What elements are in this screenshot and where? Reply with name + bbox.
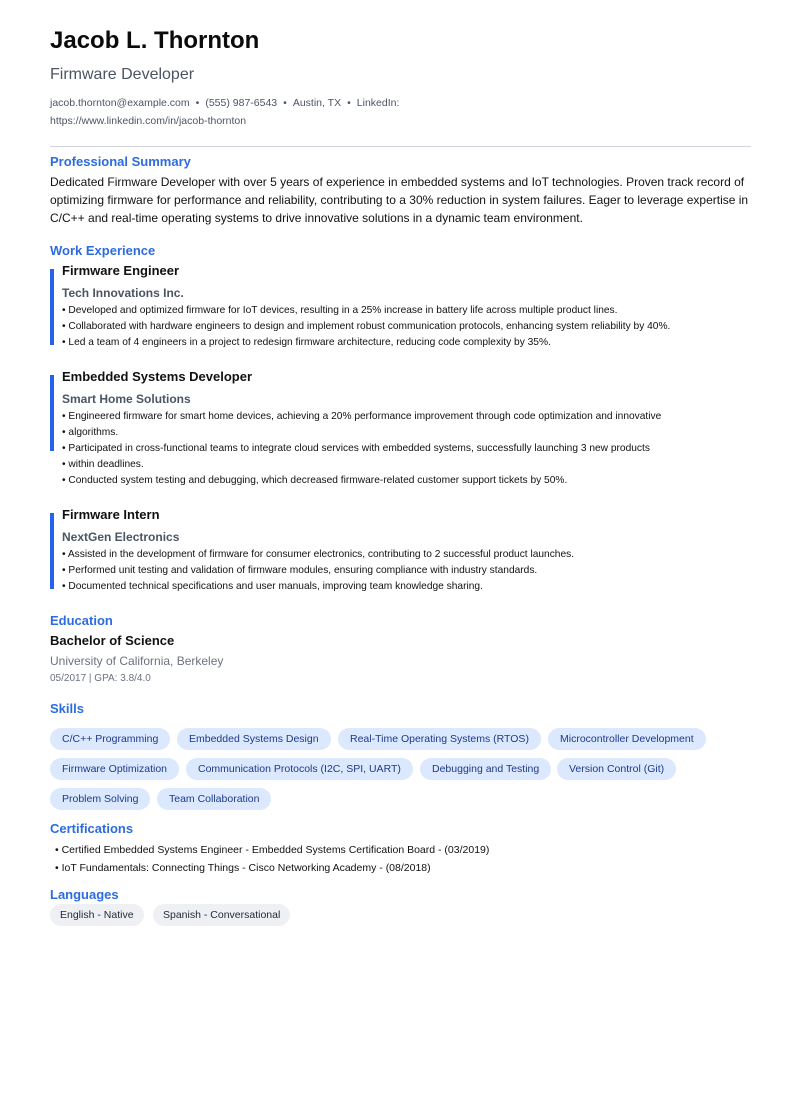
contact-info [50, 94, 470, 130]
education-degree: Bachelor of Science [50, 633, 175, 648]
certification-item: • Certified Embedded Systems Engineer - Embedded Systems Certification Board - (03/2019) [55, 844, 490, 856]
job-company: Smart Home Solutions [62, 392, 191, 406]
contact-separator: • [195, 97, 200, 109]
education-meta: 05/2017 | GPA: 3.8/4.0 [50, 673, 151, 684]
job-bullet: • Documented technical specifications and user manuals, improving team knowledge sharing. [62, 581, 483, 592]
job-accent-bar [50, 375, 54, 451]
job-bullet: • Performed unit testing and validation of firmware modules, ensuring compliance with industry standards. [62, 565, 538, 576]
candidate-title: Firmware Developer [50, 66, 195, 83]
skill-pill: Communication Protocols (I2C, SPI, UART) [186, 758, 413, 780]
certification-item: • IoT Fundamentals: Connecting Things - Cisco Networking Academy - (08/2018) [55, 862, 431, 874]
contact-linkedin-url[interactable]: https://www.linkedin.com/in/jacob-thornton [50, 115, 247, 127]
job-role: Firmware Engineer [62, 263, 180, 278]
job-company: NextGen Electronics [62, 530, 180, 544]
job-bullet: • within deadlines. [62, 459, 144, 470]
skills-heading: Skills [50, 701, 84, 716]
job-company: Tech Innovations Inc. [62, 286, 184, 300]
job-bullet: • Led a team of 4 engineers in a project to redesign firmware architecture, reducing code complexity by 35%. [62, 337, 551, 348]
job-bullet: • Assisted in the development of firmware for consumer electronics, contributing to 2 successful product launches. [62, 549, 575, 560]
skill-pill: Firmware Optimization [50, 758, 179, 780]
summary-heading: Professional Summary [50, 154, 191, 169]
certifications-list [55, 841, 489, 877]
header-divider [50, 146, 751, 147]
contact-email[interactable]: jacob.thornton@example.com [50, 97, 190, 109]
job-role: Embedded Systems Developer [62, 369, 253, 384]
contact-linkedin-label: LinkedIn: [356, 97, 400, 109]
education-heading: Education [50, 613, 113, 628]
contact-separator: • [283, 97, 287, 109]
skill-pill: Real-Time Operating Systems (RTOS) [338, 728, 541, 750]
job-bullet: • Engineered firmware for smart home devices, achieving a 20% performance improvement through code optimization and innovative [62, 411, 662, 422]
skill-pill: Team Collaboration [157, 788, 271, 810]
contact-separator: • [347, 97, 351, 109]
contact-location: Austin, TX [292, 97, 342, 109]
job-bullets [62, 303, 742, 351]
job-accent-bar [50, 269, 54, 345]
skill-pill: Debugging and Testing [420, 758, 551, 780]
languages-heading: Languages [50, 887, 119, 902]
certifications-heading: Certifications [50, 821, 134, 836]
skill-pill: Problem Solving [50, 788, 150, 810]
job-role: Firmware Intern [62, 507, 160, 522]
candidate-name: Jacob L. Thornton [50, 27, 260, 54]
summary-text: Dedicated Firmware Developer with over 5 years of experience in embedded systems and IoT technologies. Proven track record of optimizing firmware for performance and reliability, contributing to a 30% reduction in system failures. Eager to leverage expertise in C/C++ and real-time operating systems to drive innovative solutions in a dynamic team environment. [50, 175, 749, 225]
skill-pill: Microcontroller Development [548, 728, 706, 750]
job-bullet: • Participated in cross-functional teams to integrate cloud services with embedded systems, successfully launching 3 new products [62, 443, 650, 454]
contact-phone: (555) 987-6543 [205, 97, 278, 109]
language-pill: Spanish - Conversational [153, 904, 290, 926]
job-accent-bar [50, 513, 54, 589]
job-bullet: • Collaborated with hardware engineers to design and implement robust communication protocols, enhancing system reliability by 40%. [62, 321, 671, 332]
job-bullet: • algorithms. [62, 427, 119, 438]
job-bullets [62, 547, 742, 595]
job-bullet: • Conducted system testing and debugging, which decreased firmware-related customer support tickets by 50%. [62, 475, 568, 486]
job-bullet: • Developed and optimized firmware for IoT devices, resulting in a 25% increase in battery life across multiple product lines. [62, 305, 618, 316]
education-school: University of California, Berkeley [50, 654, 224, 668]
experience-heading: Work Experience [50, 243, 156, 258]
skill-pill: C/C++ Programming [50, 728, 170, 750]
job-bullets [62, 409, 742, 489]
skill-pill: Version Control (Git) [557, 758, 676, 780]
language-pill: English - Native [50, 904, 144, 926]
skill-pill: Embedded Systems Design [177, 728, 331, 750]
